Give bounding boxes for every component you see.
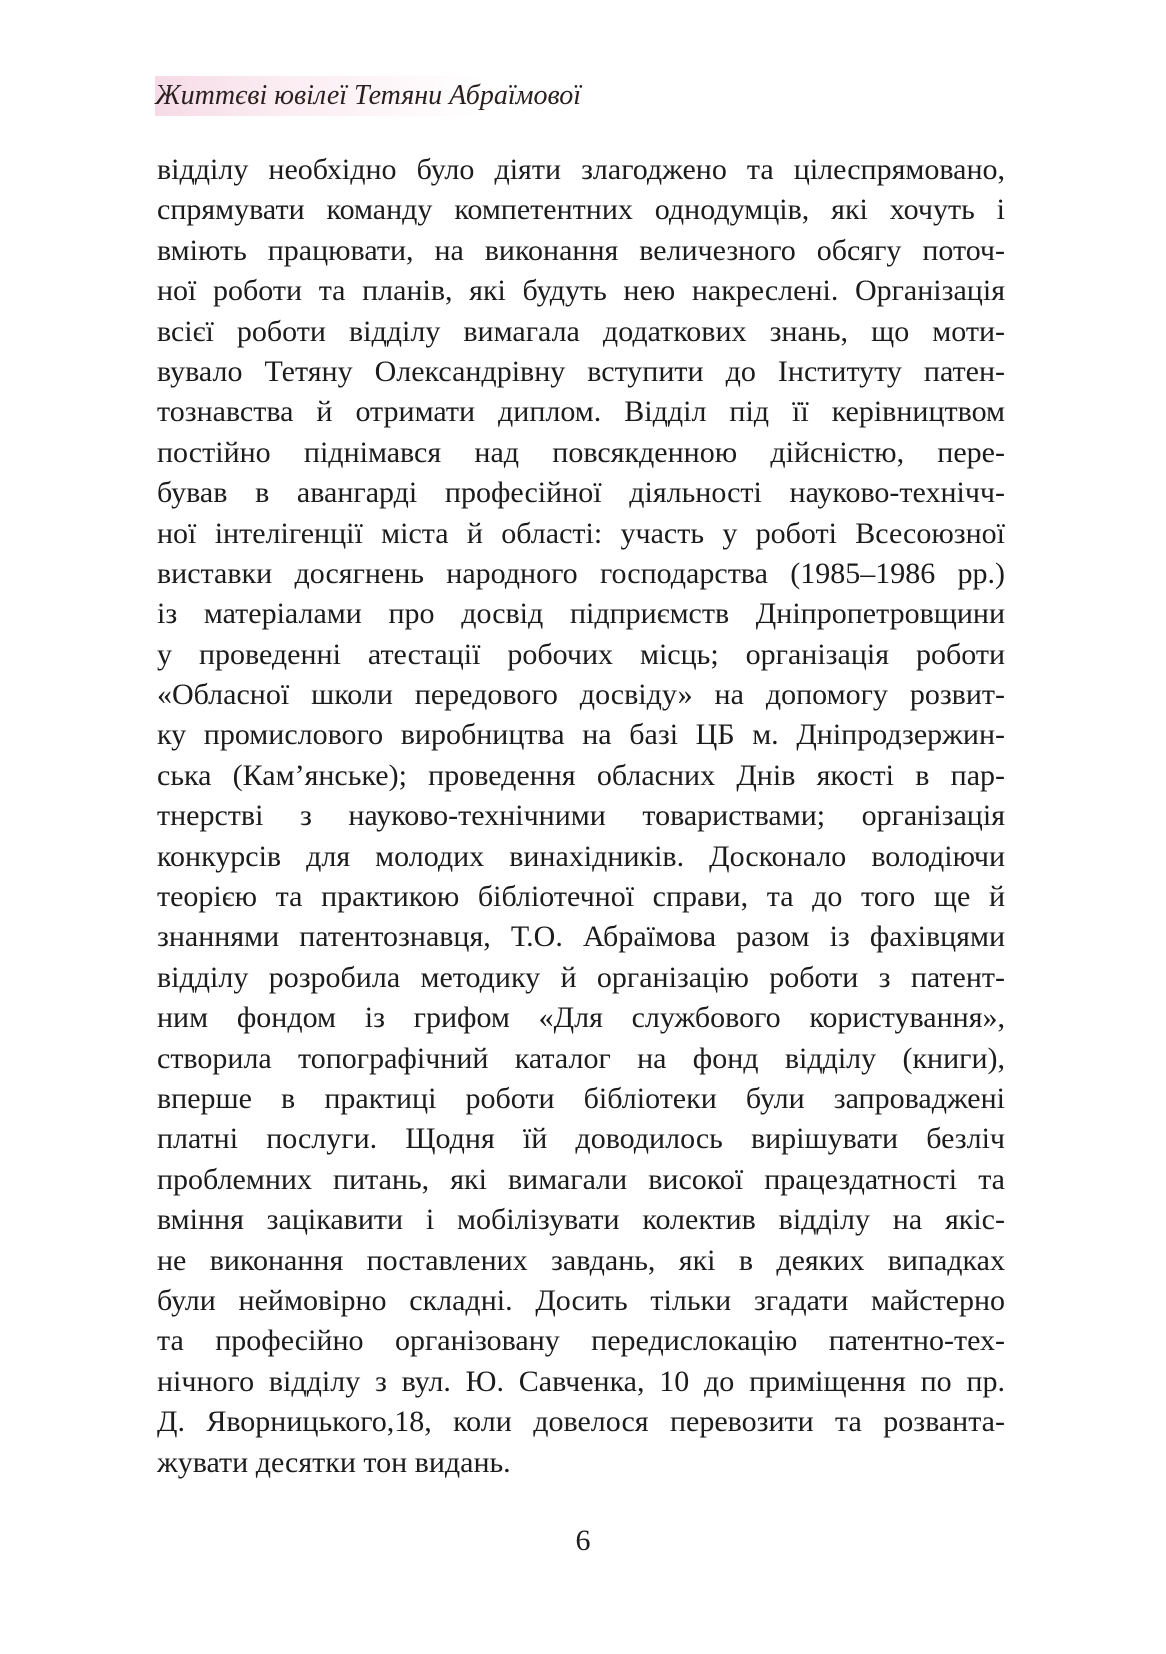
body-paragraph: [157, 150, 1005, 1483]
text-line: відділу розробила методику й організацію роботи з патент-: [157, 960, 1005, 994]
text-line: конкурсів для молодих винахідників. Досконало володіючи: [157, 839, 1005, 873]
text-line: проблемних питань, які вимагали високої працездатності та: [157, 1162, 1005, 1196]
text-line: спрямувати команду компетентних однодумців, які хочуть і: [157, 193, 1005, 227]
text-line: ної роботи та планів, які будуть нею накреслені. Організація: [157, 274, 1005, 308]
text-line: відділу необхідно було діяти злагоджено та цілеспрямовано,: [157, 153, 1005, 186]
text-line: постійно піднімався над повсякденною дійсністю, пере-: [157, 435, 1005, 469]
text-line: «Обласної школи передового досвіду» на допомогу розвит-: [157, 678, 1005, 712]
text-line-last: жувати десятки тон видань.: [157, 1445, 511, 1479]
text-line: вперше в практиці роботи бібліотеки були запроваджені: [157, 1081, 1005, 1115]
text-line: нічного відділу з вул. Ю. Савченка, 10 до приміщення по пр.: [157, 1364, 1005, 1398]
text-line: бував в авангарді професійної діяльності науково-технічч-: [157, 476, 1005, 510]
text-line: платні послуги. Щодня їй доводилось вирішувати безліч: [157, 1122, 1005, 1156]
text-line: всієї роботи відділу вимагала додаткових знань, що моти-: [157, 314, 1005, 348]
text-line: тознавства й отримати диплом. Відділ під її керівництвом: [157, 395, 1005, 429]
text-line: вувало Тетяну Олександрівну вступити до Інституту патен-: [157, 354, 1005, 388]
text-line: та професійно організовану передислокацію патентно-тех-: [157, 1324, 1005, 1358]
text-line: ної інтелігенції міста й області: участь у роботі Всесоюзної: [157, 516, 1005, 550]
text-line: у проведенні атестації робочих місць; організація роботи: [157, 637, 1005, 671]
text-line: виставки досягнень народного господарства (1985–1986 рр.): [157, 556, 1005, 590]
text-line: Д. Яворницького,18, коли довелося перевозити та розванта-: [157, 1405, 1005, 1439]
page-number: 6: [575, 1524, 591, 1557]
text-line: із матеріалами про досвід підприємств Дніпропетровщини: [157, 597, 1005, 631]
text-line: ку промислового виробництва на базі ЦБ м. Дніпродзержин-: [157, 718, 1005, 752]
text-line: були неймовірно складні. Досить тільки згадати майстерно: [157, 1283, 1005, 1317]
text-line: не виконання поставлених завдань, які в деяких випадках: [157, 1243, 1005, 1277]
text-line: знаннями патентознавця, Т.О. Абраїмова разом із фахівцями: [157, 920, 1005, 954]
text-line: ська (Кам’янське); проведення обласних Днів якості в пар-: [157, 758, 1005, 792]
text-line: вміють працювати, на виконання величезного обсягу поточ-: [157, 233, 1005, 267]
text-line: тнерстві з науково-технічними товариствами; організація: [157, 799, 1005, 833]
text-line: створила топографічний каталог на фонд відділу (книги),: [157, 1041, 1005, 1075]
running-header-title: Життєві ювілеї Тетяни Абраїмової: [155, 76, 589, 116]
text-line: вміння зацікавити і мобілізувати колектив відділу на якіс-: [157, 1203, 1005, 1237]
text-line: ним фондом із грифом «Для службового користування»,: [157, 1001, 1005, 1035]
text-line: теорією та практикою бібліотечної справи, та до того ще й: [157, 880, 1005, 914]
